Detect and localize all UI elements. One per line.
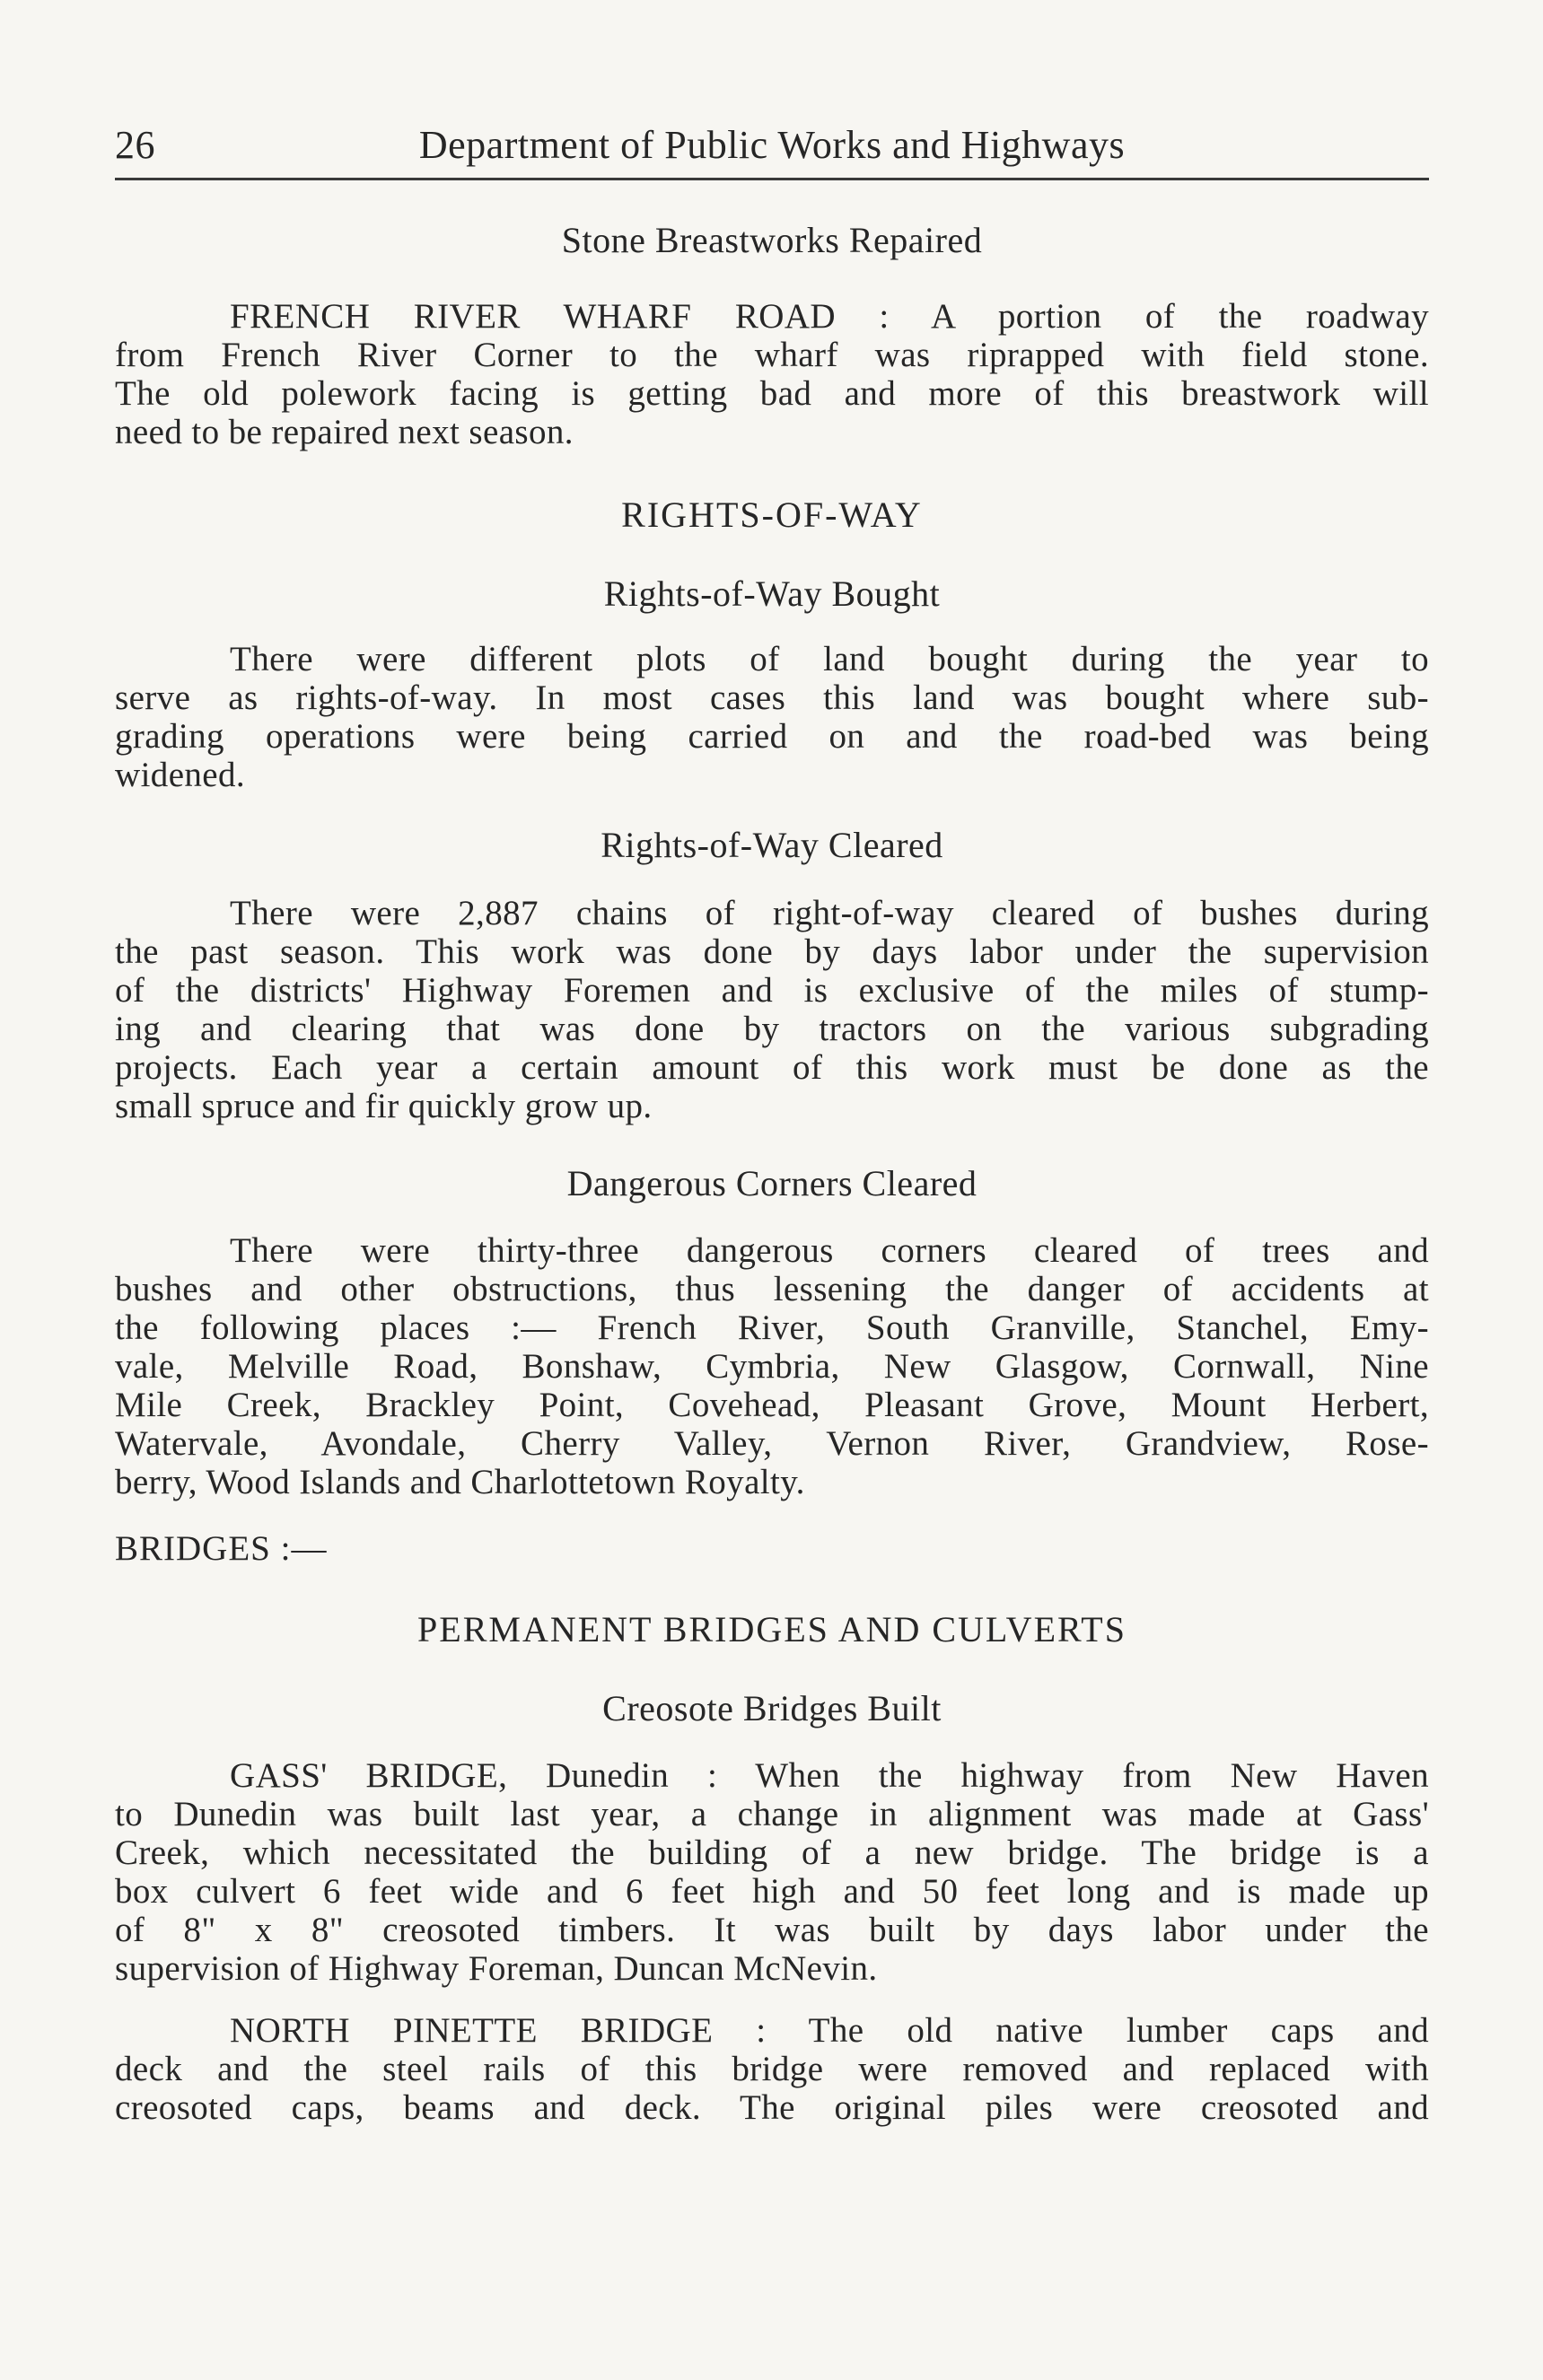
text-line: Mile Creek, Brackley Point, Covehead, Pleasant Grove, Mount Herbert, [115, 1386, 1429, 1424]
text-line: the past season. This work was done by days labor under the supervision [115, 932, 1429, 971]
paragraph-rights-of-way-cleared [115, 894, 1429, 1125]
text-line: creosoted caps, beams and deck. The original piles were creosoted and [115, 2088, 1429, 2127]
text-line: box culvert 6 feet wide and 6 feet high and 50 feet long and is made up [115, 1872, 1429, 1911]
page-header [115, 118, 1429, 172]
paragraph-gass-bridge [115, 1756, 1429, 1988]
text-line: NORTH PINETTE BRIDGE : The old native lumber caps and [230, 2011, 1429, 2050]
text-line: supervision of Highway Foreman, Duncan McNevin. [115, 1949, 878, 1988]
paragraph-north-pinette-bridge [115, 2011, 1429, 2127]
text-line: GASS' BRIDGE, Dunedin : When the highway from New Haven [230, 1756, 1429, 1795]
paragraph-rights-of-way-bought [115, 640, 1429, 794]
subheading-dangerous-corners: Dangerous Corners Cleared [566, 1163, 978, 1203]
text-line: The old polework facing is getting bad and more of this breastwork will [115, 374, 1429, 413]
paragraph-french-river-wharf [115, 297, 1429, 451]
text-line: vale, Melville Road, Bonshaw, Cymbria, New Glasgow, Cornwall, Nine [115, 1347, 1429, 1386]
text-line: bushes and other obstructions, thus lessening the danger of accidents at [115, 1270, 1429, 1308]
section-heading-rights-of-way: RIGHTS-OF-WAY [621, 494, 923, 535]
subheading-creosote-bridges: Creosote Bridges Built [602, 1688, 942, 1728]
text-line: the following places :— French River, South Granville, Stanchel, Emy- [115, 1308, 1429, 1347]
header-rule [115, 178, 1429, 180]
text-line: of the districts' Highway Foremen and is exclusive of the miles of stump- [115, 971, 1429, 1010]
section-heading-permanent-bridges: PERMANENT BRIDGES AND CULVERTS [417, 1609, 1127, 1649]
subheading-rights-of-way-cleared: Rights-of-Way Cleared [601, 825, 943, 865]
paragraph-dangerous-corners [115, 1231, 1429, 1501]
text-line: Watervale, Avondale, Cherry Valley, Vernon River, Grandview, Rose- [115, 1424, 1429, 1463]
text-line: There were different plots of land bought during the year to [230, 640, 1429, 678]
text-line: from French River Corner to the wharf was riprapped with field stone. [115, 336, 1429, 374]
subheading-rights-of-way-bought: Rights-of-Way Bought [603, 573, 941, 614]
text-line: ing and clearing that was done by tractors on the various subgrading [115, 1010, 1429, 1048]
text-line: Creek, which necessitated the building of a new bridge. The bridge is a [115, 1833, 1429, 1872]
page-number: 26 [115, 123, 155, 167]
text-line: widened. [115, 756, 246, 794]
running-title: Department of Public Works and Highways [418, 123, 1126, 167]
text-line: of 8" x 8" creosoted timbers. It was built by days labor under the [115, 1911, 1429, 1949]
text-line: need to be repaired next season. [115, 413, 574, 451]
text-line: projects. Each year a certain amount of this work must be done as the [115, 1048, 1429, 1087]
text-line: FRENCH RIVER WHARF ROAD : A portion of the roadway [230, 297, 1429, 336]
text-line: There were thirty-three dangerous corners cleared of trees and [230, 1231, 1429, 1270]
text-line: grading operations were being carried on and the road-bed was being [115, 717, 1429, 756]
text-line: deck and the steel rails of this bridge were removed and replaced with [115, 2050, 1429, 2088]
section-heading-breastworks: Stone Breastworks Repaired [561, 220, 983, 260]
text-line: to Dunedin was built last year, a change in alignment was made at Gass' [115, 1795, 1429, 1833]
text-line: berry, Wood Islands and Charlottetown Royalty. [115, 1463, 805, 1501]
text-line: small spruce and fir quickly grow up. [115, 1087, 653, 1125]
bridges-label: BRIDGES :— [115, 1529, 328, 1568]
text-line: serve as rights-of-way. In most cases this land was bought where sub- [115, 678, 1429, 717]
text-line: There were 2,887 chains of right-of-way cleared of bushes during [230, 894, 1429, 932]
